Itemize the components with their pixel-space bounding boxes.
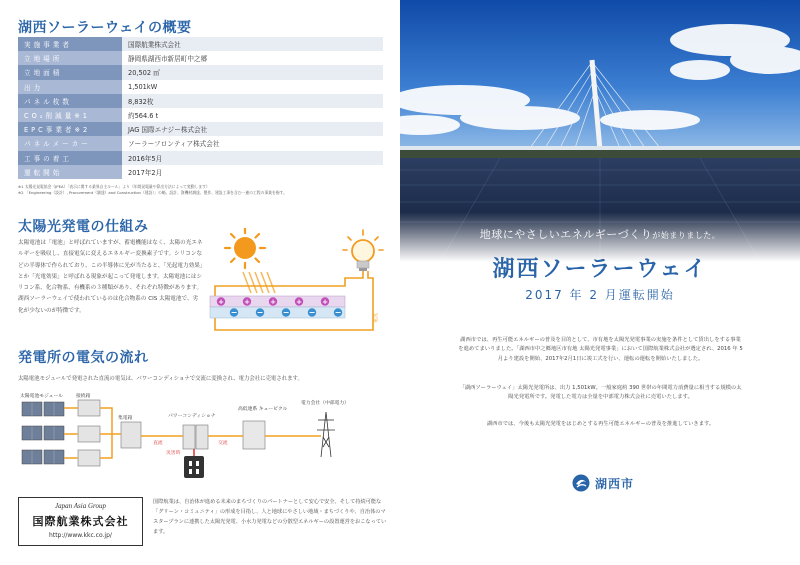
table-row: [18, 122, 383, 136]
label-ac: 交流: [218, 441, 228, 446]
row-value: 1,501kW: [122, 80, 383, 94]
svg-text:−: −: [230, 308, 238, 317]
power-flow-diagram: [18, 392, 388, 484]
subtitle: 2017 年 2 月運転開始: [525, 288, 675, 302]
body-paragraph: 湖西市では、再生可能エネルギーの普及を目的として、市有地を太陽光発電事業の実施を条件として賃出しをする事業を進めてまいりました。「湖西市中之郷地区市有地 太陽光発電事業」において国際航業株式会社が選定され、2016 年 5 月より建設を開始、2017年2月1日に竣工式を行い、運転の運転を開始いたしました。: [458, 337, 743, 362]
row-value: 20,502 ㎡: [122, 65, 383, 79]
cubicle-icon: [243, 421, 265, 449]
company-description: 国際航業は、自治体が進める未来のまちづくりのパートナーとして安心で安全、そして持続可能な「グリーン・コミュニティ」の形成を目指し、人と地球にやさしい地域・まちづくりや、自治体のマスタープランに連携した太陽光発電、小水力発電などの分散型エネルギーの設置運営をおこなっています。: [153, 499, 387, 535]
table-row: [18, 37, 383, 51]
row-label: 実施事業者: [18, 37, 122, 51]
svg-text:−: −: [282, 308, 290, 317]
svg-text:−: −: [334, 308, 342, 317]
row-label: 出力: [18, 80, 122, 94]
svg-text:+: +: [296, 298, 302, 306]
right-panel: [400, 0, 800, 565]
table-row: [18, 151, 383, 165]
row-value: 静岡県湖西市新居町中之郷: [122, 51, 383, 65]
label-disaster: 災害時: [166, 451, 181, 456]
city-logo: [572, 474, 634, 492]
sun-icon: [225, 228, 265, 268]
solar-bridge-photo: [400, 0, 800, 262]
row-label: 立地面積: [18, 65, 122, 79]
table-row: [18, 51, 383, 65]
row-label: CO₂削減量※1: [18, 108, 122, 122]
company-url[interactable]: http://www.kkc.co.jp/: [49, 532, 112, 539]
city-name: 湖西市: [595, 476, 635, 491]
overview-table: [18, 37, 383, 179]
mechanism-text: 太陽電池は「電池」と呼ばれていますが、蓄電機能はなく、太陽の光エネルギーを吸収し、直接電気に変えるエネルギー変換素子です。シリコンなどの半導体で作られており、この半導体に光が当たると、「光起電力効果」とか「光電効果」と呼ばれる現象が起こって発電します。太陽電池にはシリコン系、化合物系、有機系の３種類があり、それぞれ特徴があります。湖西ソーラーウェイで使われているのは化合物系の CIS 太陽電池で、劣化が少ないのが特徴です。: [18, 240, 203, 314]
company-en-name: Japan Asia Group: [55, 502, 106, 510]
label-cubicle: 高低連系 キュービクル: [238, 407, 288, 412]
current-label: 電流: [373, 312, 379, 323]
footnote: ※1 太陽光発電協会（JPEA）「表示に関する業界自主ルール」より（年間発電量や算出方法によって変動します）: [18, 184, 210, 189]
svg-text:−: −: [308, 308, 316, 317]
main-title: 湖西ソーラーウェイ: [492, 257, 708, 282]
tagline-tail: が始まりました。: [652, 231, 721, 240]
svg-text:+: +: [322, 298, 328, 306]
tagline-main: 地球にやさしいエネルギーづくり: [479, 228, 653, 241]
company-jp-name: 国際航業株式会社: [32, 515, 129, 528]
svg-text:+: +: [244, 298, 250, 306]
row-label: EPC事業者※2: [18, 122, 122, 136]
table-row: [18, 80, 383, 94]
row-value: 国際航業株式会社: [122, 37, 383, 51]
outlet-icon: [184, 456, 204, 478]
mechanism-title: 太陽光発電の仕組み: [18, 219, 149, 235]
row-label: 運転開始: [18, 165, 122, 179]
flow-title: 発電所の電気の流れ: [18, 350, 149, 366]
table-row: [18, 65, 383, 79]
body-paragraph: 「湖西ソーラーウェイ」太陽光発電所は、出力 1,501kW。一般家庭約 390 世帯の年間電力消費量に相当する規模の太陽光発電所です。発電した電力は全量を中部電力株式会社に売電いたします。: [459, 385, 742, 401]
svg-text:+: +: [218, 298, 224, 306]
light-bulb-icon: [343, 230, 383, 271]
company-logo-box: [18, 497, 143, 546]
flow-intro: 太陽電池モジュールで発電された直流の電気は、パワーコンディショナで交流に変換され、電力会社に売電されます。: [18, 376, 303, 382]
footnote: ※2 「Engineering（設計）, Procurement（調達）and Construction（建設）」の略。設計、資機材調達、製作、建設工事を含む一連の工程の事業を指す。: [18, 190, 287, 195]
label-dc: 直流: [153, 441, 163, 446]
power-conditioner-icon: [183, 425, 208, 449]
row-label: 立地場所: [18, 51, 122, 65]
svg-text:+: +: [270, 298, 276, 306]
table-row: [18, 165, 383, 179]
label-junction: 接続箱: [76, 394, 91, 399]
svg-text:−: −: [256, 308, 264, 317]
row-label: パネルメーカー: [18, 136, 122, 150]
transmission-tower-icon: [317, 412, 335, 457]
row-label: 工事の着工: [18, 151, 122, 165]
table-row: [18, 108, 383, 122]
collector-box-icon: [121, 422, 141, 448]
table-row: [18, 94, 383, 108]
tagline: [400, 226, 800, 242]
row-value: ソーラーフロンティア株式会社: [122, 136, 383, 150]
row-value: JAG 国際エナジー株式会社: [122, 122, 383, 136]
solar-cell-diagram: [205, 228, 395, 343]
row-label: パネル枚数: [18, 94, 122, 108]
row-value: 2016年5月: [122, 151, 383, 165]
light-rays: [243, 272, 275, 293]
city-emblem-icon: [572, 474, 590, 492]
overview-title: 湖西ソーラーウェイの概要: [18, 20, 192, 36]
label-module: 太陽電池モジュール: [20, 394, 63, 399]
footnotes: [18, 184, 388, 196]
solar-module-icon: [22, 402, 64, 464]
table-row: [18, 136, 383, 150]
label-tower: 電力会社（中部電力）: [301, 401, 349, 406]
label-collector: 集電箱: [118, 416, 133, 421]
label-pcs: パワーコンディショナ: [168, 414, 216, 419]
junction-box-icon: [78, 400, 100, 466]
row-value: 2017年2月: [122, 165, 383, 179]
row-value: 約564.6 t: [122, 108, 383, 122]
circuit-wire: [215, 271, 363, 298]
row-value: 8,832枚: [122, 94, 383, 108]
body-paragraph: 湖西市では、今後も太陽光発電をはじめとする再生可能エネルギーの普及を推進していきます。: [486, 421, 715, 427]
